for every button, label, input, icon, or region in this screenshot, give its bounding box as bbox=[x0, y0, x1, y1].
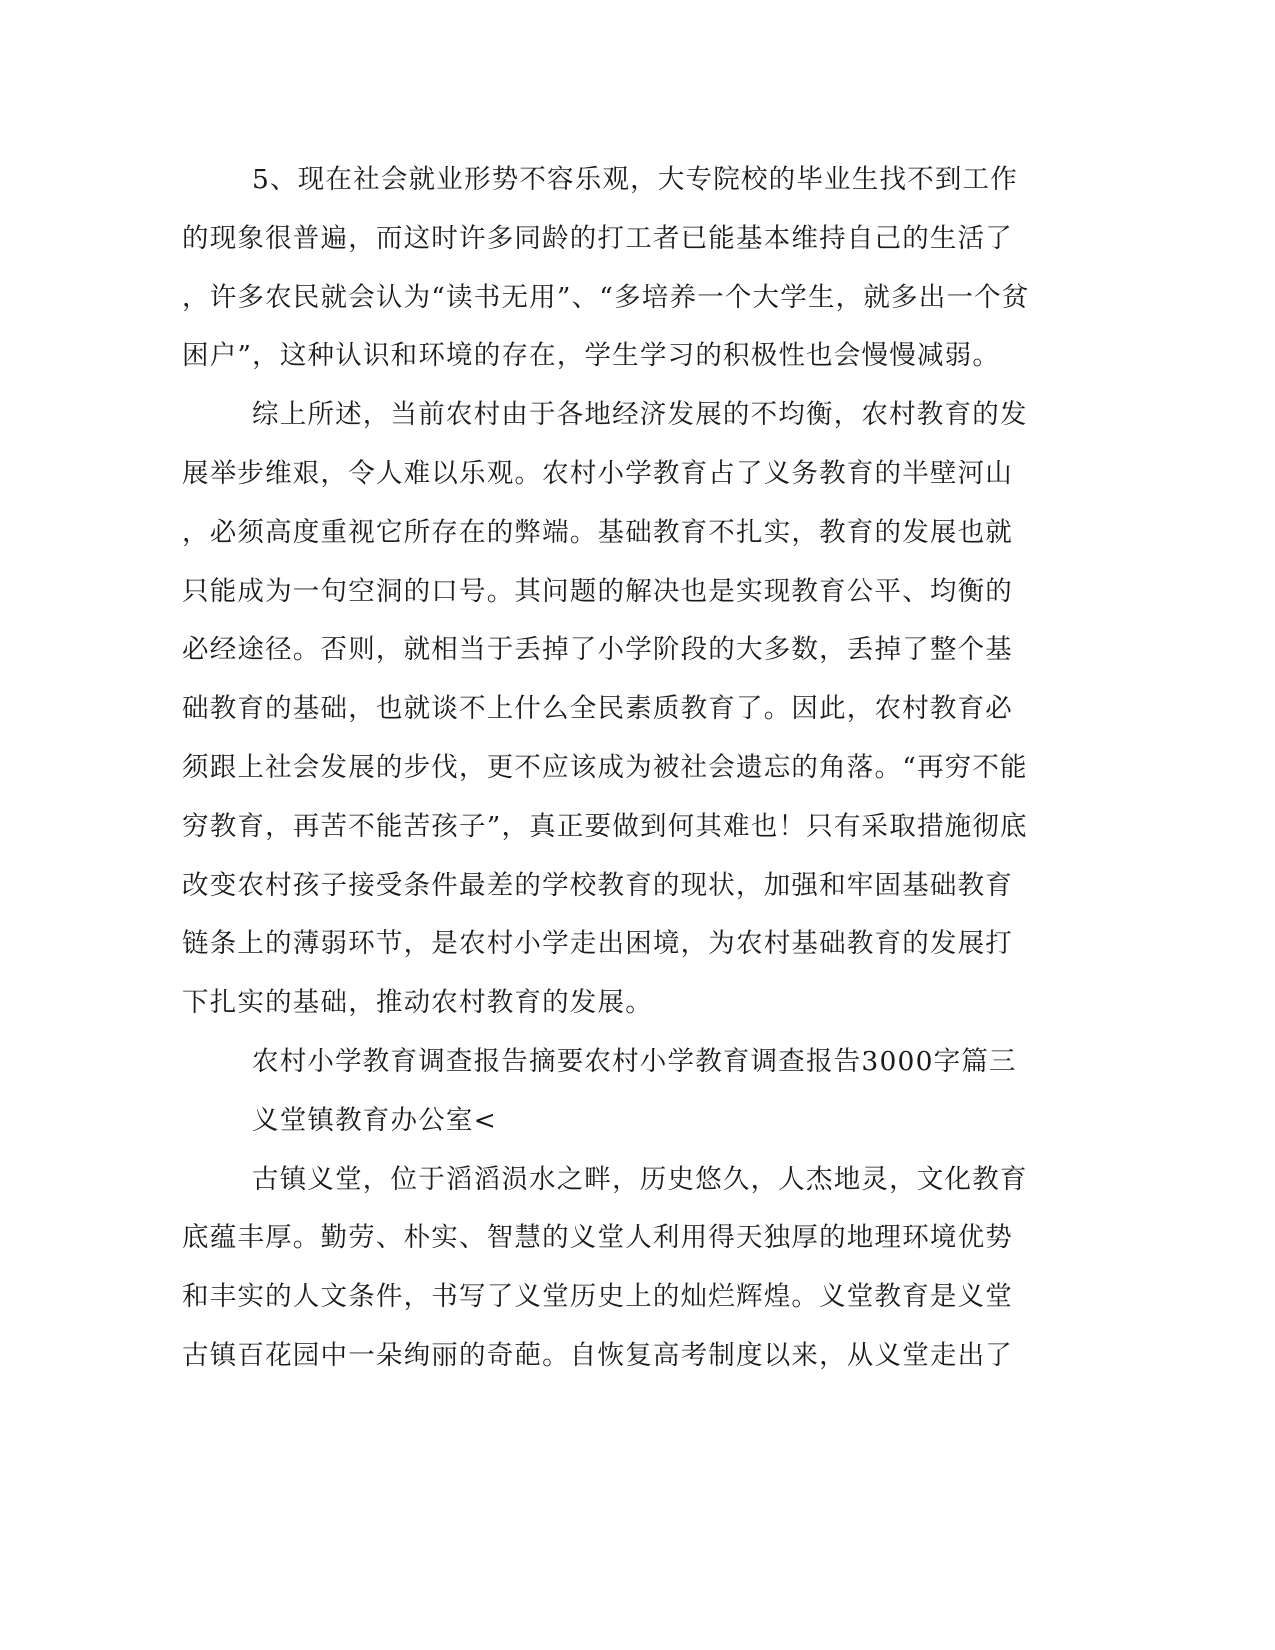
paragraph-2-line-1: 综上所述，当前农村由于各地经济发展的不均衡，农村教育的发 bbox=[252, 399, 1028, 430]
paragraph-2-line-9: 改变农村孩子接受条件最差的学校教育的现状，加强和牢固基础教育 bbox=[182, 870, 1013, 901]
paragraph-3-line-1: 古镇义堂，位于滔滔涢水之畔，历史悠久，人杰地灵，文化教育 bbox=[252, 1164, 1028, 1195]
paragraph-1-line-4: 困户”，这种认识和环境的存在，学生学习的积极性也会慢慢减弱。 bbox=[182, 340, 1001, 371]
office-line: 义堂镇教育办公室< bbox=[252, 1105, 498, 1136]
paragraph-2-line-4: 只能成为一句空洞的口号。其问题的解决也是实现教育公平、均衡的 bbox=[182, 576, 1013, 607]
paragraph-2-line-7: 须跟上社会发展的步伐，更不应该成为被社会遗忘的角落。“再穷不能 bbox=[182, 752, 1028, 783]
paragraph-3-line-4: 古镇百花园中一朵绚丽的奇葩。自恢复高考制度以来，从义堂走出了 bbox=[182, 1340, 1013, 1371]
section-heading: 农村小学教育调查报告摘要农村小学教育调查报告3000字篇三 bbox=[252, 1046, 1017, 1077]
paragraph-2-line-3: ，必须高度重视它所存在的弊端。基础教育不扎实，教育的发展也就 bbox=[182, 517, 1013, 548]
paragraph-2-line-10: 链条上的薄弱环节，是农村小学走出困境，为农村基础教育的发展打 bbox=[182, 928, 1013, 959]
paragraph-1-line-3: ，许多农民就会认为“读书无用”、“多培养一个大学生，就多出一个贫 bbox=[182, 282, 1030, 313]
paragraph-1-line-1: 5、现在社会就业形势不容乐观，大专院校的毕业生找不到工作 bbox=[252, 164, 1018, 195]
paragraph-2-line-8: 穷教育，再苦不能苦孩子”，真正要做到何其难也！只有采取措施彻底 bbox=[182, 811, 1028, 842]
paragraph-1-line-2: 的现象很普遍，而这时许多同龄的打工者已能基本维持自己的生活了 bbox=[182, 223, 1013, 254]
paragraph-2-line-5: 必经途径。否则，就相当于丢掉了小学阶段的大多数，丢掉了整个基 bbox=[182, 634, 1013, 665]
paragraph-3-line-2: 底蕴丰厚。勤劳、朴实、智慧的义堂人利用得天独厚的地理环境优势 bbox=[182, 1222, 1013, 1253]
paragraph-2-line-11: 下扎实的基础，推动农村教育的发展。 bbox=[182, 987, 653, 1018]
paragraph-2-line-2: 展举步维艰，令人难以乐观。农村小学教育占了义务教育的半壁河山 bbox=[182, 458, 1013, 489]
paragraph-3-line-3: 和丰实的人文条件，书写了义堂历史上的灿烂辉煌。义堂教育是义堂 bbox=[182, 1281, 1013, 1312]
paragraph-2-line-6: 础教育的基础，也就谈不上什么全民素质教育了。因此，农村教育必 bbox=[182, 693, 1013, 724]
